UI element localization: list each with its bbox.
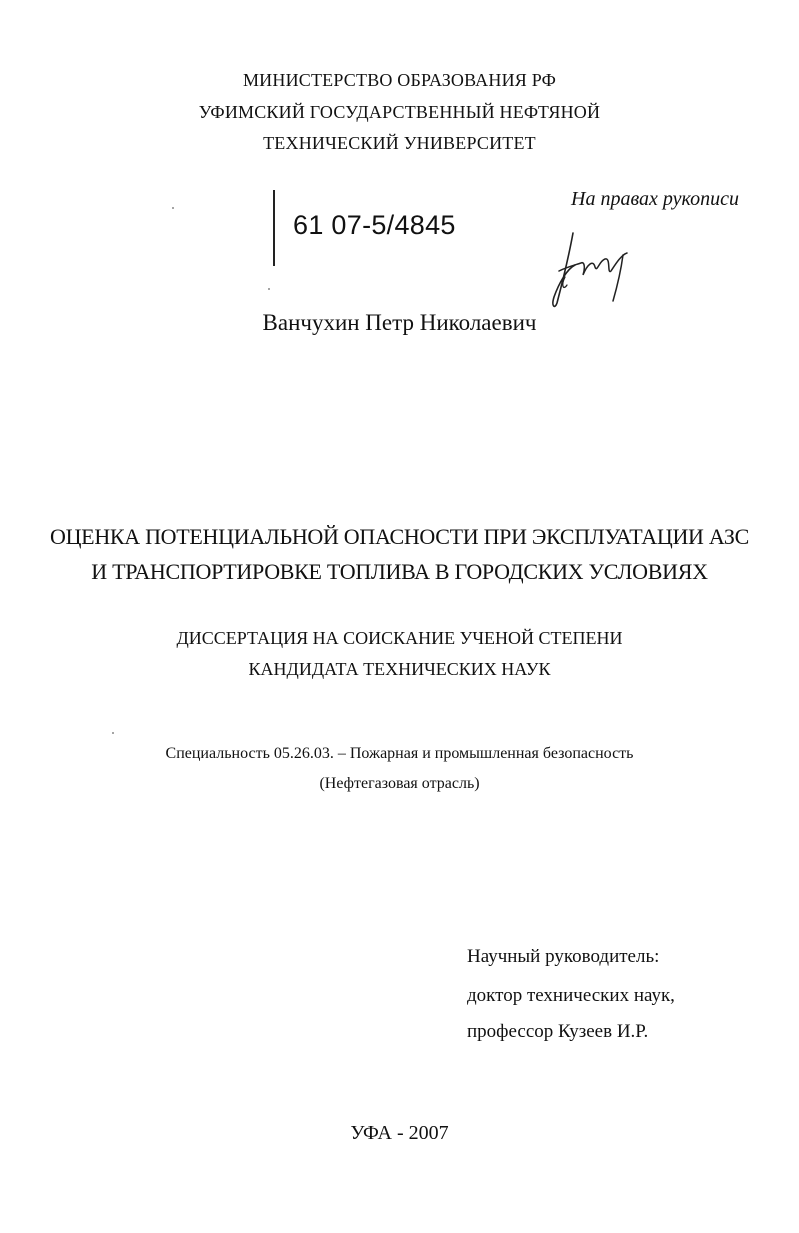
scan-speck (268, 288, 270, 290)
manuscript-rights-note: На правах рукописи (571, 188, 739, 210)
ministry-line-2: УФИМСКИЙ ГОСУДАРСТВЕННЫЙ НЕФТЯНОЙ (198, 102, 601, 122)
specialty-line-1: Специальность 05.26.03. – Пожарная и промышленная безопасность (165, 745, 634, 762)
supervisor-degree: доктор технических наук, (467, 985, 675, 1006)
degree-line-2: КАНДИДАТА ТЕХНИЧЕСКИХ НАУК (248, 659, 551, 679)
ministry-line-1: МИНИСТЕРСТВО ОБРАЗОВАНИЯ РФ (242, 70, 557, 90)
signature-icon (545, 225, 645, 310)
degree-line-1: ДИССЕРТАЦИЯ НА СОИСКАНИЕ УЧЕНОЙ СТЕПЕНИ (176, 628, 623, 648)
dissertation-title-line-2: И ТРАНСПОРТИРОВКЕ ТОПЛИВА В ГОРОДСКИХ УСЛОВИЯХ (91, 559, 708, 584)
author-name: Ванчухин Петр Николаевич (262, 310, 537, 335)
library-stamp-number: 61 07-5/4845 (293, 210, 456, 240)
scan-speck (172, 207, 174, 209)
scan-speck (112, 732, 114, 734)
stamp-bar (273, 190, 275, 266)
dissertation-title-line-1: ОЦЕНКА ПОТЕНЦИАЛЬНОЙ ОПАСНОСТИ ПРИ ЭКСПЛУАТАЦИИ АЗС (50, 524, 749, 549)
specialty-line-2: (Нефтегазовая отрасль) (319, 775, 480, 792)
supervisor-heading: Научный руководитель: (467, 946, 660, 967)
supervisor-name: профессор Кузеев И.Р. (467, 1021, 649, 1042)
ministry-line-3: ТЕХНИЧЕСКИЙ УНИВЕРСИТЕТ (263, 133, 536, 153)
city-year: УФА - 2007 (350, 1122, 449, 1144)
